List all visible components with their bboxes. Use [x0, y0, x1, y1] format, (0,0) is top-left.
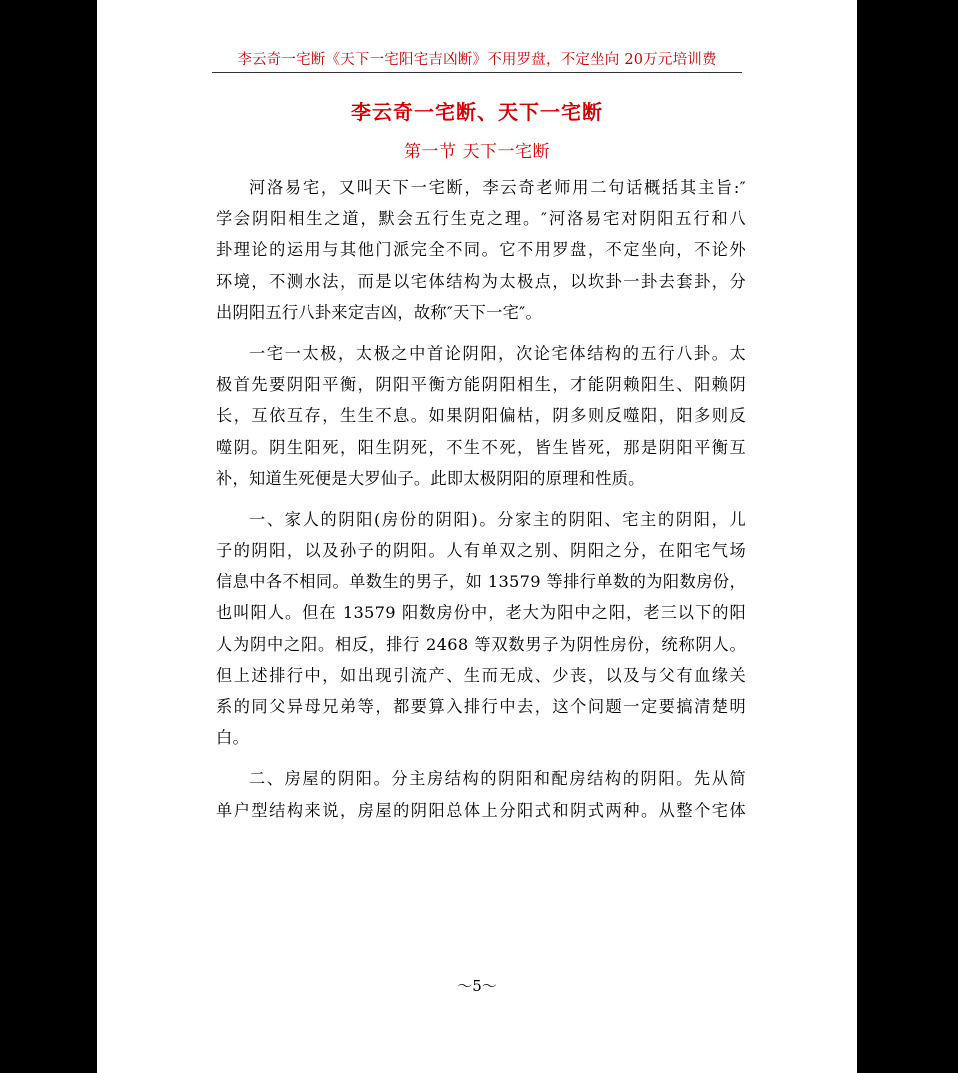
text-line: 补，知道生死便是大罗仙子。此即太极阴阳的原理和性质。 [216, 468, 645, 488]
paragraph [216, 763, 746, 825]
text-line: 系的同父异母兄弟等，都要算入排行中去，这个问题一定要搞清楚明 [216, 697, 746, 716]
text-line: 卦理论的运用与其他门派完全不同。它不用罗盘，不定坐向，不论外 [216, 240, 746, 260]
paragraph [216, 172, 746, 328]
text-line: 单户型结构来说，房屋的阴阳总体上分阳式和阴式两种。从整个宅体 [216, 800, 746, 820]
text-line: 一、家人的阴阳(房份的阴阳)。分家主的阴阳、宅主的阴阳，儿 [249, 509, 746, 529]
header-divider [212, 72, 742, 73]
text-line: 白。 [216, 728, 249, 748]
text-line: 长，互依互存，生生不息。如果阴阳偏枯，阴多则反噬阳，阳多则反 [216, 406, 746, 426]
text-line: 一宅一太极，太极之中首论阴阳，次论宅体结构的五行八卦。太 [249, 343, 746, 363]
text-line: 学会阴阳相生之道，默会五行生克之理。″河洛易宅对阴阳五行和八 [216, 209, 746, 229]
text-line: 子的阴阳，以及孙子的阴阳。人有单双之别、阴阳之分，在阳宅气场 [216, 541, 746, 561]
body-text [216, 172, 746, 826]
text-line: 出阴阳五行八卦来定吉凶，故称″天下一宅″。 [216, 302, 542, 322]
text-line: 信息中各不相同。单数生的男子，如 13579 等排行单数的为阳数房份， [216, 572, 746, 592]
text-line: 二、房屋的阴阳。分主房结构的阴阳和配房结构的阴阳。先从简 [249, 769, 746, 789]
document-title: 李云奇一宅断、天下一宅断 [351, 100, 603, 124]
text-line: 人为阴中之阳。相反，排行 2468 等双数男子为阴性房份，统称阴人。 [216, 634, 746, 654]
running-header: 李云奇一宅断《天下一宅阳宅吉凶断》不用罗盘，不定坐向 20万元培训费 [237, 52, 717, 68]
text-line: 但上述排行中，如出现引流产、生而无成、少丧，以及与父有血缘关 [216, 665, 746, 685]
text-line: 噬阴。阴生阳死，阳生阴死，不生不死，皆生皆死，那是阴阳平衡互 [216, 437, 746, 457]
page-number: ～5～ [457, 977, 497, 995]
text-line: 极首先要阴阳平衡，阴阳平衡方能阴阳相生，才能阴赖阳生、阳赖阴 [216, 375, 746, 395]
document-page [97, 0, 857, 1073]
paragraph [216, 504, 746, 754]
section-title: 第一节 天下一宅断 [404, 142, 550, 162]
paragraph [216, 338, 746, 494]
text-line: 环境，不测水法，而是以宅体结构为太极点，以坎卦一卦去套卦，分 [216, 271, 746, 291]
text-line: 也叫阳人。但在 13579 阳数房份中，老大为阳中之阳，老三以下的阳 [216, 603, 746, 623]
text-line: 河洛易宅，又叫天下一宅断，李云奇老师用二句话概括其主旨:″ [249, 178, 746, 197]
